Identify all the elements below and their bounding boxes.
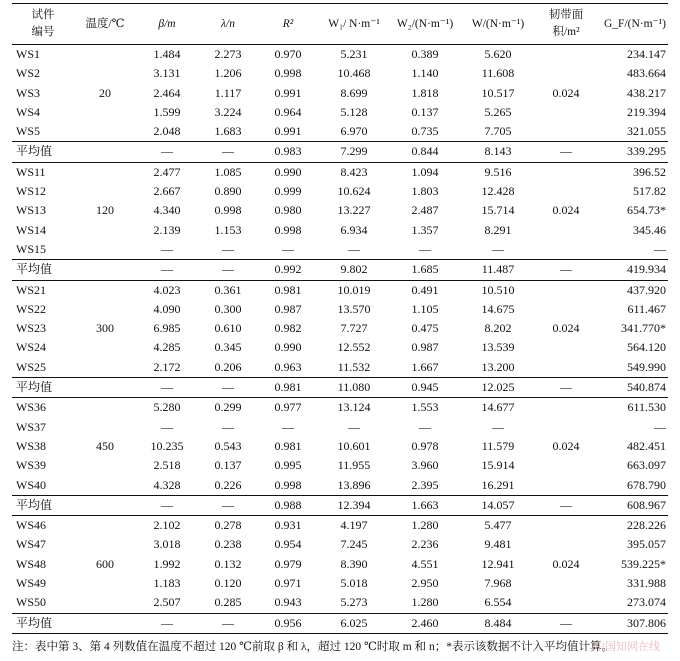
average-area-cell: — <box>536 142 596 162</box>
w1-cell: 13.570 <box>337 301 371 316</box>
r2-cell: 0.987 <box>274 301 302 316</box>
w-cell: 11.579 <box>481 438 515 453</box>
w2-cell: 1.357 <box>411 222 439 237</box>
beta-cell: 2.464 <box>153 85 181 100</box>
w2-cell: 2.236 <box>411 537 439 552</box>
w-cell: 5.265 <box>484 104 512 119</box>
average-w1-cell: 9.802 <box>318 260 390 280</box>
average-w2-cell: 1.663 <box>390 495 460 515</box>
header-r2 <box>258 4 318 45</box>
beta-cell: 1.484 <box>153 47 181 61</box>
specimen-id-cell: WS15 <box>16 241 46 256</box>
w2-cell: 0.491 <box>411 282 439 297</box>
beta-cell: 4.090 <box>153 301 181 316</box>
w1-cell: 4.197 <box>340 518 368 533</box>
lambda-cell: 0.543 <box>214 438 242 453</box>
average-temp-cell <box>74 260 136 280</box>
gf-cell: 438.217 <box>627 85 666 100</box>
temperature-cell: 120 <box>96 203 114 218</box>
gf-cell: 517.82 <box>633 184 666 199</box>
w-cell: 11.608 <box>481 66 515 81</box>
w-cell: 12.428 <box>481 184 515 199</box>
average-gf-cell: 540.874 <box>596 378 668 398</box>
average-r2-cell: 0.992 <box>258 260 318 280</box>
lambda-cell: 0.890 <box>214 184 242 199</box>
ligament-area-cell: 0.024 <box>552 321 580 336</box>
r2-cell: 0.970 <box>274 47 302 61</box>
w-cell: 5.620 <box>484 47 512 61</box>
w-cell: 7.968 <box>484 576 512 591</box>
average-w-cell: 8.484 <box>460 613 536 633</box>
header-temperature: 温度/℃ <box>74 4 136 45</box>
lambda-cell: — <box>222 241 234 256</box>
average-lambda-cell: — <box>198 495 258 515</box>
lambda-cell: 0.132 <box>214 556 242 571</box>
beta-cell: 3.018 <box>153 537 181 552</box>
gf-cell: 437.920 <box>627 282 666 297</box>
header-lambda-text: λ/n <box>221 18 235 30</box>
w2-cell: 1.803 <box>411 184 439 199</box>
table-row <box>12 516 668 536</box>
specimen-id-cell: WS11 <box>16 164 46 179</box>
specimen-id-cell: WS46 <box>16 518 46 533</box>
w-cell: 15.914 <box>481 458 515 473</box>
gf-cell: 483.664 <box>627 66 666 81</box>
specimen-id-cell: WS1 <box>16 47 40 61</box>
w-cell: 8.291 <box>484 222 512 237</box>
average-w1-cell: 6.025 <box>318 613 390 633</box>
beta-cell: 2.518 <box>153 458 181 473</box>
lambda-cell: 1.117 <box>214 85 242 100</box>
average-temp-cell <box>74 495 136 515</box>
w-cell: 6.554 <box>484 595 512 610</box>
average-beta-cell: — <box>136 142 198 162</box>
w2-cell: 2.487 <box>411 203 439 218</box>
gf-cell: 228.226 <box>627 518 666 533</box>
r2-cell: 0.999 <box>274 184 302 199</box>
beta-cell: 1.992 <box>153 556 181 571</box>
w1-cell: 5.018 <box>340 576 368 591</box>
w1-cell: 10.468 <box>337 66 371 81</box>
r2-cell: 0.995 <box>274 458 302 473</box>
table-row <box>12 398 668 418</box>
lambda-cell: 2.273 <box>214 47 242 61</box>
header-specimen-id <box>12 4 74 45</box>
r2-cell: 0.971 <box>274 576 302 591</box>
lambda-cell: 1.085 <box>214 164 242 179</box>
average-row <box>12 378 668 398</box>
average-id-cell: 平均值 <box>12 142 74 162</box>
average-area-cell: — <box>536 378 596 398</box>
average-area-cell: — <box>536 495 596 515</box>
r2-cell: 0.998 <box>274 477 302 492</box>
gf-cell: 234.147 <box>627 47 666 61</box>
gf-cell: 663.097 <box>627 458 666 473</box>
header-area-text: 韧带面积/m² <box>548 9 584 38</box>
average-row <box>12 260 668 280</box>
specimen-id-cell: WS47 <box>16 537 46 552</box>
specimen-id-cell: WS37 <box>16 419 46 434</box>
average-area-cell: — <box>536 613 596 633</box>
gf-cell: 321.055 <box>627 124 666 139</box>
average-beta-cell: — <box>136 613 198 633</box>
data-table-container <box>12 3 668 654</box>
average-gf-cell: 608.967 <box>596 495 668 515</box>
beta-cell: 3.131 <box>153 66 181 81</box>
table-row <box>12 162 668 182</box>
r2-cell: 0.998 <box>274 66 302 81</box>
gf-cell: — <box>654 241 666 256</box>
average-temp-cell <box>74 142 136 162</box>
lambda-cell: 0.278 <box>214 518 242 533</box>
specimen-id-cell: WS12 <box>16 184 46 199</box>
specimen-id-cell: WS4 <box>16 104 40 119</box>
r2-cell: — <box>282 241 294 256</box>
r2-cell: 0.954 <box>274 537 302 552</box>
r2-cell: 0.980 <box>274 203 302 218</box>
average-temp-cell <box>74 378 136 398</box>
average-r2-cell: 0.956 <box>258 613 318 633</box>
ligament-area-cell: 0.024 <box>552 556 580 571</box>
beta-cell: — <box>161 419 173 434</box>
gf-cell: 678.790 <box>627 477 666 492</box>
lambda-cell: 0.137 <box>214 458 242 473</box>
w2-cell: 1.818 <box>411 85 439 100</box>
header-ligament-area <box>536 4 596 45</box>
lambda-cell: 0.345 <box>214 340 242 355</box>
lambda-cell: 0.226 <box>214 477 242 492</box>
average-id-cell: 平均值 <box>12 613 74 633</box>
average-gf-cell: 339.295 <box>596 142 668 162</box>
average-row <box>12 495 668 515</box>
beta-cell: — <box>161 241 173 256</box>
w1-cell: 11.955 <box>337 458 371 473</box>
header-w1: W₁/ N·m⁻¹ <box>318 4 390 45</box>
beta-cell: 4.328 <box>153 477 181 492</box>
w2-cell: 0.475 <box>411 321 439 336</box>
w-cell: 9.516 <box>484 164 512 179</box>
header-beta <box>136 4 198 45</box>
specimen-id-cell: WS14 <box>16 222 46 237</box>
lambda-cell: 0.361 <box>214 282 242 297</box>
r2-cell: 0.990 <box>274 164 302 179</box>
w2-cell: 2.950 <box>411 576 439 591</box>
specimen-id-cell: WS49 <box>16 576 46 591</box>
beta-cell: 2.139 <box>153 222 181 237</box>
average-beta-cell: — <box>136 260 198 280</box>
beta-cell: 10.235 <box>150 438 184 453</box>
gf-cell: 395.057 <box>627 537 666 552</box>
gf-cell: 341.770* <box>621 321 666 336</box>
w-cell: 14.677 <box>481 400 515 415</box>
gf-cell: 273.074 <box>627 595 666 610</box>
w-cell: 14.675 <box>481 301 515 316</box>
w2-cell: 1.553 <box>411 400 439 415</box>
watermark: 中国知网在线 <box>594 640 660 653</box>
specimen-id-cell: WS23 <box>16 321 46 336</box>
w2-cell: 1.094 <box>411 164 439 179</box>
beta-cell: 2.172 <box>153 359 181 374</box>
gf-cell: 345.46 <box>633 222 666 237</box>
table-note: 注：表中第 3、第 4 列数值在温度不超过 120 ℃前取 β 和 λ，超过 120 ℃时取 m 和 n；*表示该数据不计入平均值计算。 <box>12 640 613 653</box>
beta-cell: 5.280 <box>153 400 181 415</box>
w1-cell: 11.532 <box>337 359 371 374</box>
specimen-id-cell: WS22 <box>16 301 46 316</box>
w2-cell: 1.667 <box>411 359 439 374</box>
w1-cell: 12.552 <box>337 340 371 355</box>
header-id-text: 试件编号 <box>31 9 55 38</box>
gf-cell: 331.988 <box>627 576 666 591</box>
w1-cell: 13.124 <box>337 400 371 415</box>
r2-cell: 0.977 <box>274 400 302 415</box>
w2-cell: 1.140 <box>411 66 439 81</box>
temperature-cell: 600 <box>96 556 114 571</box>
lambda-cell: 0.300 <box>214 301 242 316</box>
w2-cell: 2.395 <box>411 477 439 492</box>
w2-cell: 0.735 <box>411 124 439 139</box>
average-beta-cell: — <box>136 378 198 398</box>
average-gf-cell: 307.806 <box>596 613 668 633</box>
beta-cell: 4.340 <box>153 203 181 218</box>
temperature-cell: 20 <box>99 85 111 100</box>
ligament-area-cell: 0.024 <box>552 203 580 218</box>
average-w1-cell: 7.299 <box>318 142 390 162</box>
w-cell: 13.200 <box>481 359 515 374</box>
specimen-id-cell: WS5 <box>16 124 40 139</box>
beta-cell: 2.507 <box>153 595 181 610</box>
w2-cell: 0.978 <box>411 438 439 453</box>
w2-cell: 1.280 <box>411 595 439 610</box>
header-r2-text: R² <box>282 18 294 30</box>
temperature-cell: 450 <box>96 438 114 453</box>
w1-cell: 7.727 <box>340 321 368 336</box>
ligament-area-cell: 0.024 <box>552 438 580 453</box>
average-r2-cell: 0.983 <box>258 142 318 162</box>
specimen-id-cell: WS21 <box>16 282 46 297</box>
lambda-cell: — <box>222 419 234 434</box>
w1-cell: 10.601 <box>337 438 371 453</box>
w-cell: 8.202 <box>484 321 512 336</box>
w-cell: 16.291 <box>481 477 515 492</box>
w1-cell: 13.227 <box>337 203 371 218</box>
w1-cell: 5.273 <box>340 595 368 610</box>
average-w1-cell: 11.080 <box>318 378 390 398</box>
w2-cell: 4.551 <box>411 556 439 571</box>
average-w2-cell: 2.460 <box>390 613 460 633</box>
beta-cell: 1.183 <box>153 576 181 591</box>
lambda-cell: 3.224 <box>214 104 242 119</box>
w1-cell: — <box>348 419 360 434</box>
w-cell: — <box>492 419 504 434</box>
lambda-cell: 0.610 <box>214 321 242 336</box>
header-gf-text: G_F/(N·m⁻¹) <box>604 17 666 30</box>
average-id-cell: 平均值 <box>12 378 74 398</box>
w1-cell: 8.390 <box>340 556 368 571</box>
w1-cell: 5.231 <box>340 47 368 61</box>
gf-cell: 219.394 <box>627 104 666 119</box>
average-id-cell: 平均值 <box>12 495 74 515</box>
gf-cell: 539.225* <box>621 556 666 571</box>
header-lambda <box>198 4 258 45</box>
r2-cell: 0.931 <box>274 518 302 533</box>
average-w2-cell: 0.945 <box>390 378 460 398</box>
average-id-cell: 平均值 <box>12 260 74 280</box>
specimen-id-cell: WS36 <box>16 400 46 415</box>
header-gf <box>596 4 668 45</box>
average-w2-cell: 1.685 <box>390 260 460 280</box>
gf-cell: 654.73* <box>627 203 666 218</box>
average-beta-cell: — <box>136 495 198 515</box>
gf-cell: 564.120 <box>627 340 666 355</box>
average-w2-cell: 0.844 <box>390 142 460 162</box>
w1-cell: 8.423 <box>340 164 368 179</box>
beta-cell: 2.048 <box>153 124 181 139</box>
gf-cell: 396.52 <box>633 164 666 179</box>
average-r2-cell: 0.981 <box>258 378 318 398</box>
r2-cell: 0.991 <box>274 124 302 139</box>
beta-cell: 1.599 <box>153 104 181 119</box>
w2-cell: 3.960 <box>411 458 439 473</box>
w-cell: 5.477 <box>484 518 512 533</box>
specimen-id-cell: WS40 <box>16 477 46 492</box>
w2-cell: 0.137 <box>411 104 439 119</box>
beta-cell: 4.023 <box>153 282 181 297</box>
r2-cell: 0.991 <box>274 85 302 100</box>
fracture-energy-table <box>12 3 668 634</box>
gf-cell: 482.451 <box>627 438 666 453</box>
w-cell: 10.517 <box>481 85 515 100</box>
beta-cell: 4.285 <box>153 340 181 355</box>
w-cell: 13.539 <box>481 340 515 355</box>
specimen-id-cell: WS24 <box>16 340 46 355</box>
r2-cell: 0.964 <box>274 104 302 119</box>
w1-cell: 13.896 <box>337 477 371 492</box>
w1-cell: 7.245 <box>340 537 368 552</box>
w2-cell: 0.389 <box>411 47 439 61</box>
lambda-cell: 1.153 <box>214 222 242 237</box>
w-cell: 7.705 <box>484 124 512 139</box>
gf-cell: 611.530 <box>627 400 666 415</box>
specimen-id-cell: WS2 <box>16 66 40 81</box>
average-w-cell: 8.143 <box>460 142 536 162</box>
average-lambda-cell: — <box>198 378 258 398</box>
w-cell: — <box>492 241 504 256</box>
average-r2-cell: 0.988 <box>258 495 318 515</box>
w2-cell: 1.280 <box>411 518 439 533</box>
w2-cell: — <box>419 241 431 256</box>
w1-cell: 8.699 <box>340 85 368 100</box>
w1-cell: — <box>348 241 360 256</box>
average-lambda-cell: — <box>198 260 258 280</box>
specimen-id-cell: WS25 <box>16 359 46 374</box>
w2-cell: 1.105 <box>411 301 439 316</box>
average-lambda-cell: — <box>198 142 258 162</box>
specimen-id-cell: WS3 <box>16 85 40 100</box>
w1-cell: 10.624 <box>337 184 371 199</box>
specimen-id-cell: WS50 <box>16 595 46 610</box>
specimen-id-cell: WS48 <box>16 556 46 571</box>
table-body <box>12 45 668 634</box>
gf-cell: 549.990 <box>627 359 666 374</box>
w1-cell: 10.019 <box>337 282 371 297</box>
average-w1-cell: 12.394 <box>318 495 390 515</box>
table-header-row <box>12 4 668 45</box>
r2-cell: 0.943 <box>274 595 302 610</box>
lambda-cell: 1.206 <box>214 66 242 81</box>
gf-cell: — <box>654 419 666 434</box>
w1-cell: 6.934 <box>340 222 368 237</box>
r2-cell: 0.981 <box>274 438 302 453</box>
lambda-cell: 0.285 <box>214 595 242 610</box>
w-cell: 10.510 <box>481 282 515 297</box>
specimen-id-cell: WS13 <box>16 203 46 218</box>
table-row <box>12 45 668 65</box>
specimen-id-cell: WS38 <box>16 438 46 453</box>
r2-cell: 0.981 <box>274 282 302 297</box>
w2-cell: 0.987 <box>411 340 439 355</box>
w2-cell: — <box>419 419 431 434</box>
average-w-cell: 14.057 <box>460 495 536 515</box>
beta-cell: 2.102 <box>153 518 181 533</box>
w-cell: 15.714 <box>481 203 515 218</box>
w1-cell: 5.128 <box>340 104 368 119</box>
r2-cell: 0.998 <box>274 222 302 237</box>
w-cell: 12.941 <box>481 556 515 571</box>
header-beta-text: β/m <box>158 18 176 30</box>
gf-cell: 611.467 <box>627 301 666 316</box>
r2-cell: 0.963 <box>274 359 302 374</box>
lambda-cell: 1.683 <box>214 124 242 139</box>
average-lambda-cell: — <box>198 613 258 633</box>
average-row <box>12 142 668 162</box>
temperature-cell: 300 <box>96 321 114 336</box>
average-w-cell: 11.487 <box>460 260 536 280</box>
header-w: W/(N·m⁻¹) <box>460 4 536 45</box>
average-w-cell: 12.025 <box>460 378 536 398</box>
r2-cell: 0.990 <box>274 340 302 355</box>
average-row <box>12 613 668 633</box>
w1-cell: 6.970 <box>340 124 368 139</box>
beta-cell: 6.985 <box>153 321 181 336</box>
beta-cell: 2.477 <box>153 164 181 179</box>
lambda-cell: 0.998 <box>214 203 242 218</box>
average-area-cell: — <box>536 260 596 280</box>
r2-cell: 0.982 <box>274 321 302 336</box>
ligament-area-cell: 0.024 <box>552 85 580 100</box>
beta-cell: 2.667 <box>153 184 181 199</box>
average-temp-cell <box>74 613 136 633</box>
table-row <box>12 280 668 300</box>
header-w2: W₂/(N·m⁻¹) <box>390 4 460 45</box>
r2-cell: 0.979 <box>274 556 302 571</box>
lambda-cell: 0.238 <box>214 537 242 552</box>
average-gf-cell: 419.934 <box>596 260 668 280</box>
lambda-cell: 0.299 <box>214 400 242 415</box>
r2-cell: — <box>282 419 294 434</box>
lambda-cell: 0.120 <box>214 576 242 591</box>
specimen-id-cell: WS39 <box>16 458 46 473</box>
lambda-cell: 0.206 <box>214 359 242 374</box>
w-cell: 9.481 <box>484 537 512 552</box>
